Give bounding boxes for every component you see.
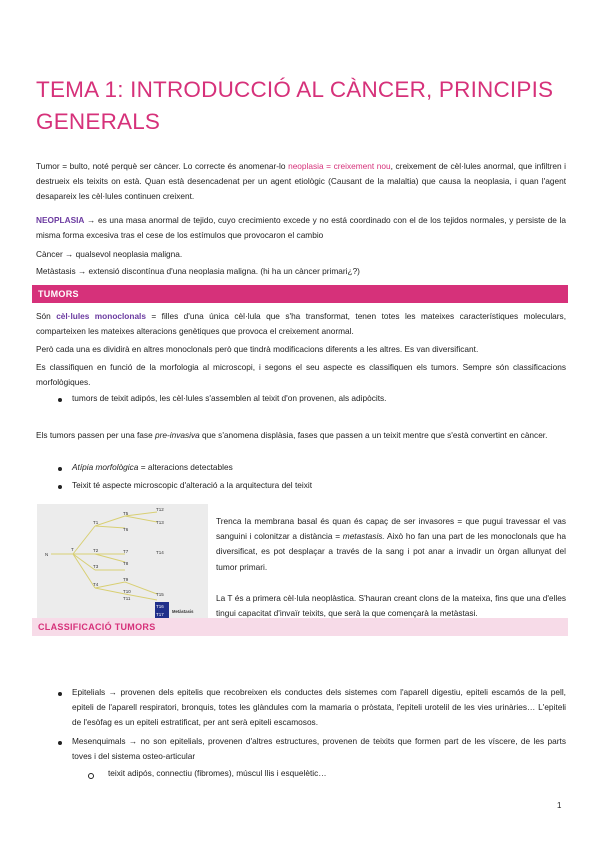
node-label: T5	[123, 511, 129, 516]
metastasis-term: metastasis.	[342, 531, 385, 542]
monoclonal-highlight: cèl·lules monoclonals	[56, 311, 146, 321]
figure-caption-1-text: Trenca la membrana basal és quan és capaç de ser invasores = que pugui travessar el vas sanguini i colonitzar a distància =	[216, 516, 566, 542]
bullet-dot	[58, 398, 62, 402]
node-label: T3	[93, 564, 99, 569]
atypia-term: Atípia morfològica	[72, 462, 139, 472]
tumors-paragraph-4	[36, 428, 566, 443]
pre-invasive-term: pre-invasiva	[154, 430, 200, 440]
tumors-p4-text: Els tumors passen per una fase	[36, 430, 155, 440]
section-heading-tumors: TUMORS	[32, 285, 568, 303]
tumors-p1-text: Són	[36, 311, 57, 321]
page-title: TEMA 1: INTRODUCCIÓ AL CÀNCER, PRINCIPIS GENERALS	[36, 77, 554, 134]
figure-caption-2: La T és a primera cèl·lula neoplàstica. S'hauran creant clons de la mateixa, fins que una d'elles tingui capacitat d'invaïr teixits, que serà la que començarà la metàstasi.	[216, 593, 566, 619]
tumors-bullet-1: tumors de teixit adipós, les cèl·lules s'assemblen al teixit d'on provenen, als adipòcits.	[72, 393, 387, 403]
intro-paragraph-1	[36, 159, 566, 205]
intro-paragraph-2	[36, 213, 566, 243]
tumors-paragraph-2: Però cada una es dividirà en altres monoclonals però que tindrà modificacions diferents a les altres. Es van diversificant.	[36, 344, 479, 354]
node-label: N	[45, 552, 49, 557]
atypia-definition: = alteracions detectables	[138, 462, 233, 472]
tumors-paragraph-1	[36, 309, 566, 339]
tumors-p4-text-cont: que s'anomena displàsia, fases que passen a un teixit mentre que s'està convertint en càncer.	[199, 430, 548, 440]
figure-caption-1-cont: Això ho fan una part de les monoclonals que ha diversificat, es pot desplaçar a través de la sang i pot anar a invadir un òrgan allunyat del tumor primari.	[216, 531, 567, 572]
node-label: T12	[156, 507, 164, 512]
tumors-p1-text-cont: = filles d'una única cèl·lula que s'ha transformat, tenen totes les mateixes característiques moleculars, comparteixen les mateixes alteracions genètiques que provoca el creixement anormal.	[36, 311, 566, 337]
node-label: T13	[156, 520, 164, 525]
node-label: T11	[123, 596, 131, 601]
neoplasia-definition: → es una masa anormal de tejido, cuyo crecimiento excede y no está coordinado con el de los tejidos normales, y persiste de la misma forma excesiva tras el cese de los estímulos que provocaron el cambio	[36, 215, 566, 241]
tree-branches	[51, 512, 157, 600]
tumors-bullet-3: Teixit té aspecte microscopic d'alteració a la arquitectura del teixit	[72, 480, 313, 490]
node-label: T7	[123, 549, 129, 554]
node-label: T1	[93, 520, 99, 525]
tumors-paragraph-3: Es classifiquen en funció de la morfologia al microscopi, i segons el seu aspecte es classifiquen els tumors. Sempre són classificacions morfològiques.	[36, 362, 566, 388]
node-label: T6	[123, 527, 129, 532]
bullet-dot	[58, 741, 62, 745]
neoplasia-highlight: neoplasia = creixement nou	[288, 161, 391, 171]
classification-bullet-epithelial: Epitelials → provenen dels epitelis que recobreixen els conductes dels sistemes com l'aparell digestiu, epiteli escamós de la pell, epiteli de l'aparell respiratori, bronquis, totes les glàndules com la mamaria o pròstata, l'epiteli urotelil de les vies urinàries… L'epiteli de l'esòfag es un epiteli estratificat, per ant serà epiteli escamosos.	[72, 687, 566, 727]
figure-caption-1	[216, 514, 566, 575]
section-heading-classification: CLASSIFICACIÓ TUMORS	[32, 618, 568, 636]
node-label: T17	[156, 612, 164, 617]
node-label: T4	[93, 582, 99, 587]
node-label: T9	[123, 577, 129, 582]
node-label: T10	[123, 589, 131, 594]
intro-p1-text-cont: , creixement de cèl·lules anormal, que infiltren i destrueix els teixits on està. Quan està desencadenat per un agent etiològic (Causant de la malaltia) que causa la neoplasia, i quan l'agent desapareix les cèl·lules continuen creixent.	[36, 161, 567, 202]
tumors-bullet-2	[72, 460, 566, 475]
node-label: T2	[93, 548, 99, 553]
node-label: T16	[156, 604, 164, 609]
metastasis-label: Metàstasis	[172, 609, 194, 614]
clonal-tree-diagram	[37, 504, 208, 619]
sub-bullet-circle	[88, 773, 94, 779]
bullet-dot	[58, 485, 62, 489]
intro-p1-text: Tumor = bulto, noté perquè ser càncer. Lo correcte és anomenar-lo	[36, 161, 289, 171]
node-label: T8	[123, 561, 129, 566]
classification-bullet-mesenchymal: Mesenquimals → no son epitelials, provenen d'altres estructures, provenen de teixits que formen part de les víscere, de les parts toves i del sistema osteo-articular	[72, 736, 566, 761]
classification-sub-bullet-1: teixit adipós, connectiu (fibromes), múscul llis i esquelètic…	[108, 768, 327, 778]
bullet-dot	[58, 467, 62, 471]
bullet-dot	[58, 692, 62, 696]
node-label: T	[71, 547, 74, 552]
clonal-evolution-figure	[37, 504, 208, 619]
neoplasia-label: NEOPLASIA	[36, 215, 85, 225]
intro-paragraph-4: Metàstasis → extensió discontínua d'una neoplasia maligna. (hi ha un càncer primari¿?)	[36, 266, 360, 276]
intro-paragraph-3: Càncer → qualsevol neoplasia maligna.	[36, 249, 183, 259]
node-label: T15	[156, 592, 164, 597]
page-number: 1	[557, 801, 562, 810]
node-label: T14	[156, 550, 164, 555]
